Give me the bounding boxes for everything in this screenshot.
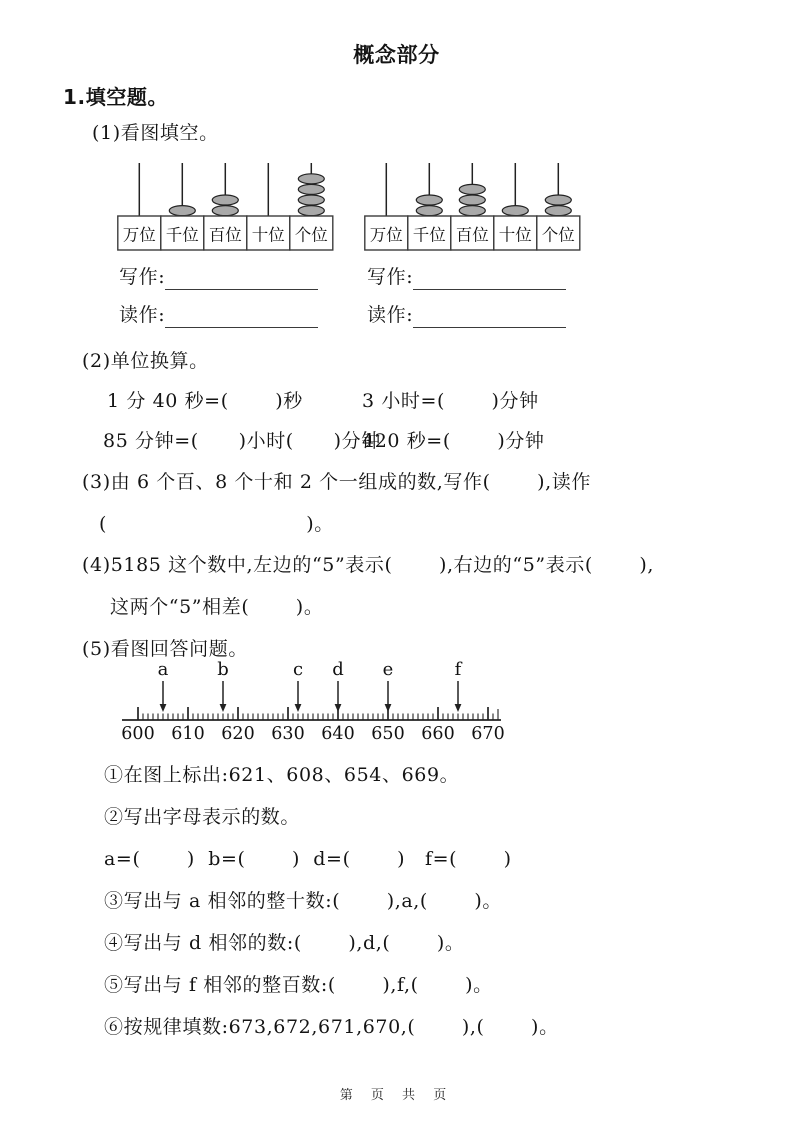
svg-text:620: 620: [221, 724, 255, 744]
q5-sub5: ⑤写出与 f 相邻的整百数:( ),f,( )。: [104, 974, 493, 996]
blank-line: [413, 267, 566, 290]
q2-row2-left: 85 分钟=( )小时( )分钟: [103, 430, 381, 452]
svg-text:660: 660: [421, 724, 455, 744]
page-title: 概念部分: [353, 43, 440, 67]
svg-text:630: 630: [271, 724, 305, 744]
svg-text:千位: 千位: [412, 225, 446, 245]
svg-text:十位: 十位: [251, 225, 285, 245]
number-line-figure: [110, 660, 536, 748]
svg-text:c: c: [292, 659, 304, 680]
svg-text:f: f: [454, 659, 462, 680]
svg-text:d: d: [332, 659, 344, 680]
svg-text:百位: 百位: [455, 225, 489, 245]
read-label: 读作:: [367, 304, 414, 326]
q2-row2-right: 420 秒=( )分钟: [362, 430, 545, 452]
blank-line: [413, 305, 566, 328]
read-label: 读作:: [119, 304, 166, 326]
svg-text:千位: 千位: [165, 225, 199, 245]
blank-line: [165, 267, 318, 290]
q4-line1: (4)5185 这个数中,左边的“5”表示( ),右边的“5”表示( ),: [82, 554, 655, 576]
q5-sub2-blanks: a=( ) b=( ) d=( ) f=( ): [104, 848, 512, 870]
q5-sub4: ④写出与 d 相邻的数:( ),d,( )。: [104, 932, 465, 954]
q5-sub1: ①在图上标出:621、608、654、669。: [104, 764, 460, 786]
q5-sub2: ②写出字母表示的数。: [104, 806, 301, 828]
write-line-left: [119, 264, 318, 290]
write-label: 写作:: [367, 266, 414, 288]
svg-text:670: 670: [471, 724, 505, 744]
section-1-heading: 1.填空题。: [63, 85, 169, 109]
q2-row1-left: 1 分 40 秒=( )秒: [107, 390, 303, 412]
blank-line: [165, 305, 318, 328]
svg-text:610: 610: [171, 724, 205, 744]
abacus-figure-left: [117, 158, 333, 254]
svg-text:万位: 万位: [369, 225, 403, 245]
q5-label: (5)看图回答问题。: [82, 638, 248, 660]
svg-text:600: 600: [121, 724, 155, 744]
svg-text:640: 640: [321, 724, 355, 744]
svg-text:a: a: [157, 659, 169, 680]
svg-text:650: 650: [371, 724, 405, 744]
read-line-right: [367, 302, 566, 328]
svg-text:个位: 个位: [541, 225, 575, 245]
svg-text:b: b: [217, 659, 229, 680]
q5-sub3: ③写出与 a 相邻的整十数:( ),a,( )。: [104, 890, 503, 912]
svg-text:e: e: [382, 659, 394, 680]
q3-line1: (3)由 6 个百、8 个十和 2 个一组成的数,写作( ),读作: [82, 471, 591, 493]
svg-text:万位: 万位: [122, 225, 156, 245]
q2-row1-right: 3 小时=( )分钟: [362, 390, 539, 412]
q1-label: (1)看图填空。: [92, 122, 219, 144]
read-line-left: [119, 302, 318, 328]
q2-label: (2)单位换算。: [82, 350, 209, 372]
svg-text:十位: 十位: [498, 225, 532, 245]
q3-line2: ( )。: [99, 513, 334, 535]
q5-sub6: ⑥按规律填数:673,672,671,670,( ),( )。: [104, 1016, 559, 1038]
svg-text:百位: 百位: [208, 225, 242, 245]
page-footer: 第 页 共 页: [339, 1088, 454, 1103]
abacus-figure-right: [364, 158, 580, 254]
svg-text:个位: 个位: [294, 225, 328, 245]
write-label: 写作:: [119, 266, 166, 288]
write-line-right: [367, 264, 566, 290]
q4-line2: 这两个“5”相差( )。: [110, 596, 324, 618]
